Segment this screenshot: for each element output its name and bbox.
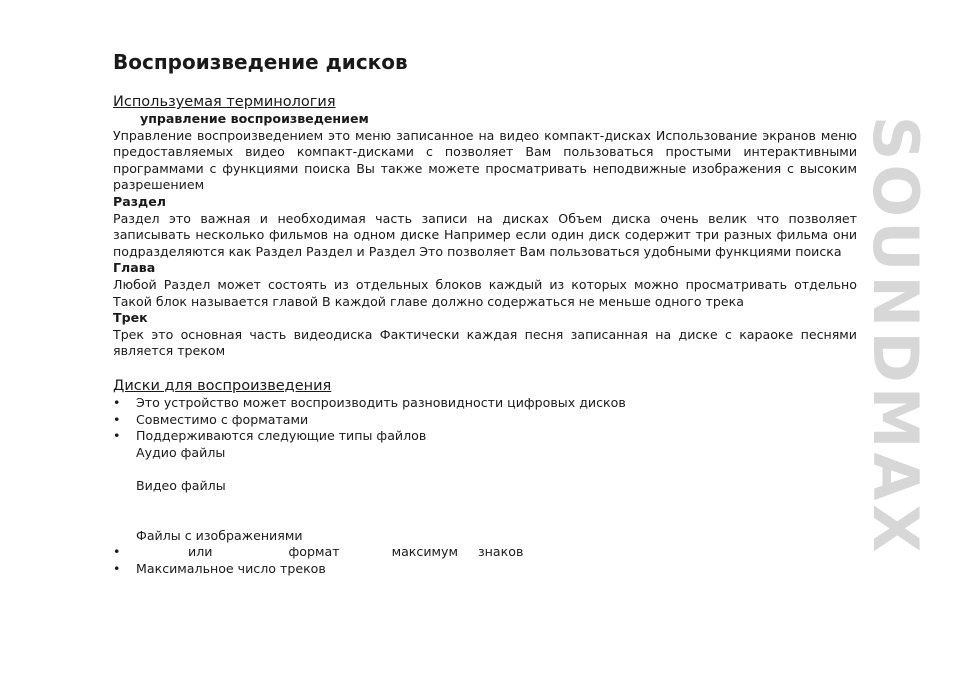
discs-list-extra [113,544,857,577]
list-item: • Поддерживаются следующие типы файлов [113,428,857,445]
playback-control-text: Управление воспроизведением это меню записанное на видео компакт-дисках Использование экранов меню предоставляемых видео компакт-дисками с позволяет Вам пользоваться простыми интерактивными программами с функциями поиска Вы также можете просматривать неподвижные изображения с высоким разрешением [113,127,857,193]
list-item: • Совместимо с форматами [113,412,857,429]
section-spacer [113,360,857,377]
track-heading: Трек [113,310,148,326]
chapter-text: Любой Раздел может состоять из отдельных блоков каждый из которых можно просматривать отдельно Такой блок называется главой В каждой главе должно содержаться не меньше одного трека [113,276,857,309]
list-item: • Это устройство может воспроизводить разновидности цифровых дисков [113,395,857,412]
title-term-text: Раздел это важная и необходимая часть записи на дисках Объем диска очень велик что позволяет записывать несколько фильмов на одном диске Например если один диск содержит три разных фильма они подразделяются как Раздел Раздел и Раздел Это позволяет Вам пользоваться удобными функциями поиска [113,210,857,259]
track-text: Трек это основная часть видеодиска Фактически каждая песня записанная на диске с караоке песнями является треком [113,326,857,359]
brand-logo: SOUNDMAX [859,115,932,557]
title-term-heading: Раздел [113,193,166,209]
discs-heading: Диски для воспроизведения [113,377,332,394]
audio-files-label: Аудио файлы [136,444,226,460]
document-body [113,48,857,577]
image-files-label: Файлы с изображениями [136,527,303,543]
video-files-label: Видео файлы [136,477,226,493]
page-title: Воспроизведение дисков [113,50,408,74]
discs-list [113,395,857,445]
playback-control-heading: управление воспроизведением [140,111,369,126]
chapter-heading: Глава [113,260,156,276]
list-item: • или формат максимум знаков [113,544,857,561]
list-item: • Максимальное число треков [113,561,857,578]
terminology-heading: Используемая терминология [113,94,336,110]
